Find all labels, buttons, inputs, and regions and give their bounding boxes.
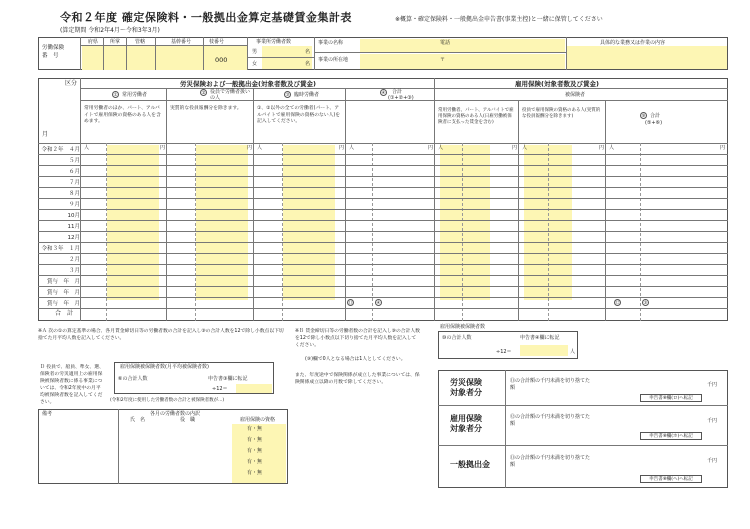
- summary-label-2: 雇用保険 対象者分: [450, 414, 482, 433]
- col4-sub: (①+②+③): [388, 95, 414, 101]
- base-no-label: 基幹番号: [171, 39, 192, 45]
- total-circle-5: ⑤: [643, 301, 648, 306]
- summary-transfer-2: 申告書⑧欄(ホ)へ転記: [640, 432, 702, 440]
- company-name-label: 事業の名称: [318, 40, 344, 46]
- col1-persons[interactable]: [107, 145, 159, 300]
- note-b2: (⑨)欄で0人となる場合は1人としてください。: [305, 357, 406, 362]
- col3-person-unit: 人: [257, 145, 263, 151]
- col1-person-unit: 人: [84, 145, 90, 151]
- emp-block-transfer: 申告書③欄に転記: [208, 376, 248, 382]
- note-d: Ｄ 役員で、船員、準女、選、保険者の労災適用上の雇用保険被保険者数に係る事業については、令和2年度中の月平均被保険者数を記入してください。: [40, 365, 104, 405]
- total-circle-12: ⑫: [615, 301, 620, 306]
- col8-person-unit: 人: [609, 145, 615, 151]
- emp-ins-transfer: 申告書④欄に転記: [520, 335, 560, 341]
- workers-count-label: 事業所労働者数: [256, 39, 292, 45]
- summary-desc-2: ⑫の合計額の千円未満を切り捨てた額: [510, 414, 591, 427]
- month-row-label: ３月: [68, 268, 80, 274]
- month-row-label: ７月: [68, 180, 80, 186]
- month-row-label: 10月: [67, 213, 80, 219]
- remarks-yes-no[interactable]: 有・無: [247, 426, 263, 432]
- total-circle-4: ④: [376, 301, 381, 306]
- company-address-label: 事業の所在地: [318, 57, 349, 63]
- emp-block-calc: ⑥の合計人数: [118, 376, 148, 382]
- remarks-sub: 各月の労働者数の内訳: [150, 411, 201, 417]
- col1-desc: 常用労働者のほか、パート、アルバイトで雇用保険の資格のある人を含めます。: [84, 106, 161, 124]
- summary-label-3: 一般拠出金: [450, 460, 490, 469]
- emp-ins-avg-field[interactable]: [520, 345, 568, 356]
- bonus-row-label: 賞与 年 月: [46, 301, 80, 307]
- note-b: ※Ｂ 賃金締切日等の労働者数の合計を記入し⑨の合計人数を12で除し小数点以下切り捨てた月平均人数を記入してください。: [295, 329, 420, 348]
- summary-unit-1: 千円: [707, 382, 718, 388]
- total-row-label: 合 計: [55, 310, 74, 317]
- business-content-field[interactable]: [567, 46, 727, 69]
- company-name-field[interactable]: [360, 39, 565, 52]
- col8-sub: (⑤+⑥): [645, 120, 663, 126]
- summary-transfer-3: 申告書⑧欄(ヘ)へ転記: [640, 475, 702, 483]
- emp-ins-person-unit: 人: [570, 349, 576, 355]
- month-row-label: ５月: [68, 158, 80, 164]
- col3-yen-unit: 円: [339, 145, 345, 151]
- labour-section-header: 労災保険および一般拠出金(対象者数及び賃金): [180, 80, 316, 88]
- col3-persons[interactable]: [283, 145, 335, 300]
- col7-yen-unit: 円: [599, 145, 605, 151]
- col8-label: 合計: [650, 113, 661, 119]
- note-a: ※Ａ 次の①の算定基準の場合、各月賃金締切日等の労働者数の合計を記入し⑨の合計人数を12で除し小数点以下切捨てた月平均人数を記入してください。: [38, 329, 284, 341]
- col2-persons[interactable]: [196, 145, 248, 300]
- office-label: 管轄: [135, 39, 146, 45]
- male-label: 男: [252, 49, 258, 55]
- remarks-yes-no[interactable]: 有・無: [247, 470, 263, 476]
- storage-note: ※概算・確定保険料・一般拠出金申告書(事業主控)と一緒に保管してください: [395, 16, 603, 23]
- jurisdiction-label: 所掌: [110, 39, 121, 45]
- month-row-label: ２月: [68, 257, 80, 263]
- remarks-col-role: 役 職: [180, 417, 196, 423]
- month-row-label: 令和３年 １月: [41, 246, 80, 252]
- note-c: また、年度途中で保険関係が成立した事業については、保険関係成立以降の月数で除してください。: [295, 373, 420, 385]
- remarks-col-ins: 雇用保険の資格: [240, 417, 276, 423]
- col4-yen-unit: 円: [428, 145, 434, 151]
- month-col-label: 月: [42, 131, 49, 138]
- col6-desc: 常用労働者、パート、アルバイトで雇用保険の資格のある人(日雇労働被保険者に支払った賃金を含む): [438, 108, 514, 126]
- summary-transfer-1: 申告書⑧欄(ロ)へ転記: [640, 394, 702, 402]
- postal-label: 〒: [440, 57, 446, 63]
- kubun-label: 区分: [65, 80, 78, 87]
- col6-person-unit: 人: [438, 145, 444, 151]
- col1-label: 常用労働者: [122, 92, 148, 98]
- col4-label: 合計: [392, 89, 403, 95]
- summary-label-1: 労災保険 対象者分: [450, 378, 482, 397]
- remarks-yes-no[interactable]: 有・無: [247, 459, 263, 465]
- tel-label: 電話: [440, 40, 451, 46]
- emp-ins-calc-label: ⑩の合計人数: [442, 335, 472, 341]
- col6-yen-unit: 円: [512, 145, 518, 151]
- month-row-label: 12月: [67, 235, 80, 241]
- company-address-field[interactable]: [360, 54, 565, 69]
- col7-desc: 役員で雇用保険の資格のある人(実質的な役員報酬分を除きます): [522, 108, 601, 120]
- month-row-label: ９月: [68, 202, 80, 208]
- remarks-yes-no[interactable]: 有・無: [247, 437, 263, 443]
- form-title: 令和２年度 確定保険料・一般拠出金算定基礎賃金集計表: [60, 11, 352, 24]
- summary-desc-3: ⑪の合計額の千円未満を切り捨てた額: [510, 455, 591, 468]
- total-circle-11: ⑪: [348, 301, 353, 306]
- business-content-label: 具体的な業務又は作業の内容: [600, 40, 666, 46]
- summary-desc-1: ⑪の合計額の千円未満を切り捨てた額: [510, 378, 591, 391]
- col2-desc: 実質的な役員報酬分を除きます。: [170, 106, 242, 111]
- col2-label: 役員で労働者扱いの人: [210, 89, 251, 101]
- female-label: 女: [252, 61, 258, 67]
- remarks-yes-no[interactable]: 有・無: [247, 448, 263, 454]
- month-row-label: ８月: [68, 191, 80, 197]
- bonus-row-label: 賞与 年 月: [46, 290, 80, 296]
- emp-block-title: 雇用保険被保険者数(月平均被保険者数): [120, 364, 209, 370]
- emp-ins-label: 雇用保険被保険者数: [440, 324, 486, 330]
- emp-avg-field[interactable]: [236, 384, 272, 393]
- month-row-label: 令和２年 ４月: [41, 147, 80, 153]
- labour-ins-number-label: 労働保険 番 号: [42, 45, 65, 59]
- col6-persons[interactable]: [440, 145, 490, 300]
- month-row-label: ６月: [68, 169, 80, 175]
- male-person-unit: 名: [305, 49, 311, 55]
- bonus-row-label: 賞与 年 月: [46, 279, 80, 285]
- pref-label: 府県: [88, 39, 99, 45]
- month-row-label: 11月: [67, 224, 80, 230]
- col4-person-unit: 人: [349, 145, 355, 151]
- col8-yen-unit: 円: [720, 145, 726, 151]
- employment-section-header: 雇用保険(対象者数及び賃金): [515, 80, 599, 88]
- col3-desc: ①、②以外の全ての労働者(パート、アルバイトで雇用保険の資格のない人)を記入してください。: [257, 106, 341, 124]
- female-person-unit: 名: [305, 61, 311, 67]
- remarks-col-name: 氏 名: [130, 417, 146, 423]
- div12-label: ÷12＝: [212, 386, 228, 392]
- col5-label: 被保険者: [565, 92, 586, 98]
- branch-no-value: 000: [215, 56, 228, 64]
- calculation-period: (算定期間 令和2年4月～令和3年3月): [60, 27, 160, 34]
- summary-unit-3: 千円: [707, 458, 718, 464]
- note-e: (令和2年度に使用した労働者数の合計と被保険者数が...): [110, 398, 225, 403]
- col1-yen-unit: 円: [160, 145, 166, 151]
- col7-person-unit: 人: [522, 145, 528, 151]
- col2-yen-unit: 円: [247, 145, 253, 151]
- emp-ins-div12: ÷12＝: [496, 349, 512, 355]
- remarks-label: 備考: [42, 411, 53, 417]
- col3-label: 臨時労働者: [294, 92, 320, 98]
- summary-unit-2: 千円: [707, 418, 718, 424]
- branch-no-label: 枝番号: [209, 39, 225, 45]
